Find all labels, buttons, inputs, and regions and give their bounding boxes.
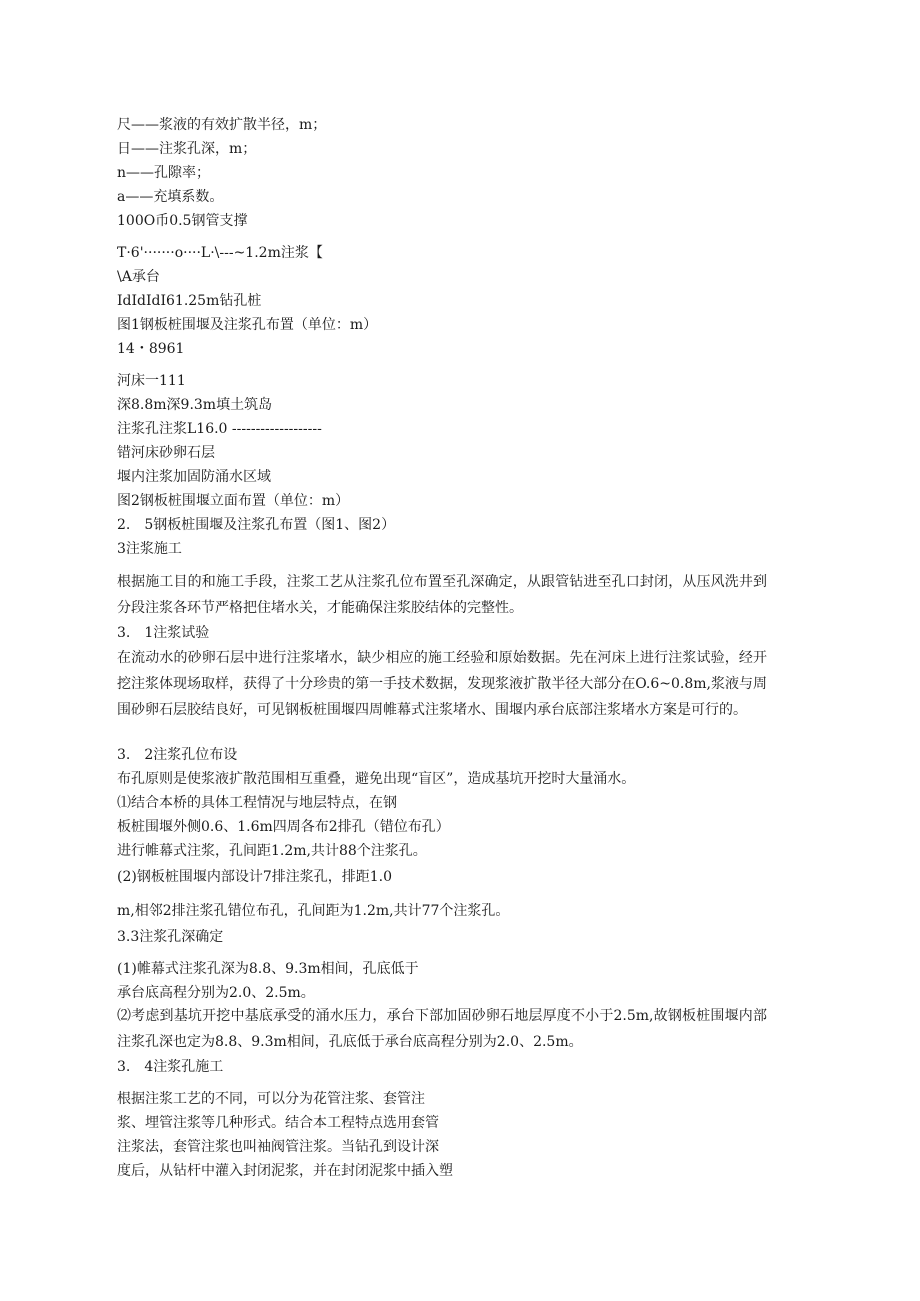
text-line: 14・8961 xyxy=(117,341,185,357)
text-line: 尺——浆液的有效扩散半径，m； xyxy=(117,117,327,133)
text-line: 布孔原则是使浆液扩散范围相互重叠，避免出现“盲区”，造成基坑开挖时大量涌水。 xyxy=(117,771,636,787)
paragraph: ⑵考虑到基坑开挖中基底承受的涌水压力，承台下部加固砂卵石地层厚度不小于2.5m,故钢板桩围堰内部注浆孔深也定为8.8、9.3m相间，孔底低于承台底高程分别为2.0、2.5m。 xyxy=(117,1008,767,1050)
text-line: 注浆法，套管注浆也叫袖阀管注浆。当钻孔到设计深 xyxy=(117,1139,439,1155)
text-line: 100O币0.5钢管支撑 xyxy=(117,213,248,229)
text-line: (2)钢板桩围堰内部设计7排注浆孔，排距1.0 xyxy=(117,869,393,885)
paragraph: 在流动水的砂卵石层中进行注浆堵水，缺少相应的施工经验和原始数据。先在河床上进行注浆试验，经开挖注浆体现场取样，获得了十分珍贵的第一手技术数据，发现浆液扩散半径大部分在O.6~0.8m,浆液与周围砂卵石层胶结良好，可见钢板桩围堰四周帷幕式注浆堵水、围堰内承台底部注浆堵水方案是可行的。 xyxy=(117,650,767,718)
text-line: 承台底高程分别为2.0、2.5m。 xyxy=(117,985,315,1001)
text-line: 错河床砂卵石层 xyxy=(117,445,215,461)
text-line: 度后，从钻杆中灌入封闭泥浆，并在封闭泥浆中插入塑 xyxy=(117,1163,453,1179)
text-line: a——充填系数。 xyxy=(117,189,224,205)
text-line: 板桩围堰外侧0.6、1.6m四周各布2排孔（错位布孔） xyxy=(117,819,450,835)
section-heading: 2. 5钢板桩围堰及注浆孔布置（图1、图2） xyxy=(117,517,396,533)
figure-caption: 图2钢板桩围堰立面布置（单位：m） xyxy=(117,493,350,509)
text-line: 根据注浆工艺的不同，可以分为花管注浆、套管注 xyxy=(117,1091,425,1107)
text-line: 注浆孔注浆L16.0 ------------------- xyxy=(117,421,322,437)
text-line: 进行帷幕式注浆，孔间距1.2m,共计88个注浆孔。 xyxy=(117,843,427,859)
text-line: T·6'·······o····L·\---~1.2m注浆【 xyxy=(117,245,323,261)
text-line: 浆、埋管注浆等几种形式。结合本工程特点选用套管 xyxy=(117,1115,439,1131)
text-line: n——孔隙率； xyxy=(117,165,211,181)
text-line: 日——注浆孔深，m； xyxy=(117,141,257,157)
figure-caption: 图1钢板桩围堰及注浆孔布置（单位：m） xyxy=(117,317,378,333)
section-heading: 3注浆施工 xyxy=(117,541,182,557)
text-line: ⑴结合本桥的具体工程情况与地层特点，在钢 xyxy=(117,795,397,811)
section-heading: 3. 2注浆孔位布设 xyxy=(117,747,238,763)
text-line: 深8.8m深9.3m填土筑岛 xyxy=(117,397,273,413)
text-line: 河床一111 xyxy=(117,373,186,389)
section-heading: 3.3注浆孔深确定 xyxy=(117,929,224,945)
text-line: m,相邻2排注浆孔错位布孔，孔间距为1.2m,共计77个注浆孔。 xyxy=(117,903,510,919)
text-line: \A承台 xyxy=(117,269,160,285)
text-line: 堰内注浆加固防涌水区域 xyxy=(117,469,271,485)
text-line: (1)帷幕式注浆孔深为8.8、9.3m相间，孔底低于 xyxy=(117,961,419,977)
text-line: IdIdIdI61.25m钻孔桩 xyxy=(117,293,262,309)
section-heading: 3. 1注浆试验 xyxy=(117,625,210,641)
paragraph: 根据施工目的和施工手段，注浆工艺从注浆孔位布置至孔深确定，从跟管钻进至孔口封闭，从压风洗井到分段注浆各环节严格把住堵水关，才能确保注浆胶结体的完整性。 xyxy=(117,574,767,616)
section-heading: 3. 4注浆孔施工 xyxy=(117,1059,224,1075)
